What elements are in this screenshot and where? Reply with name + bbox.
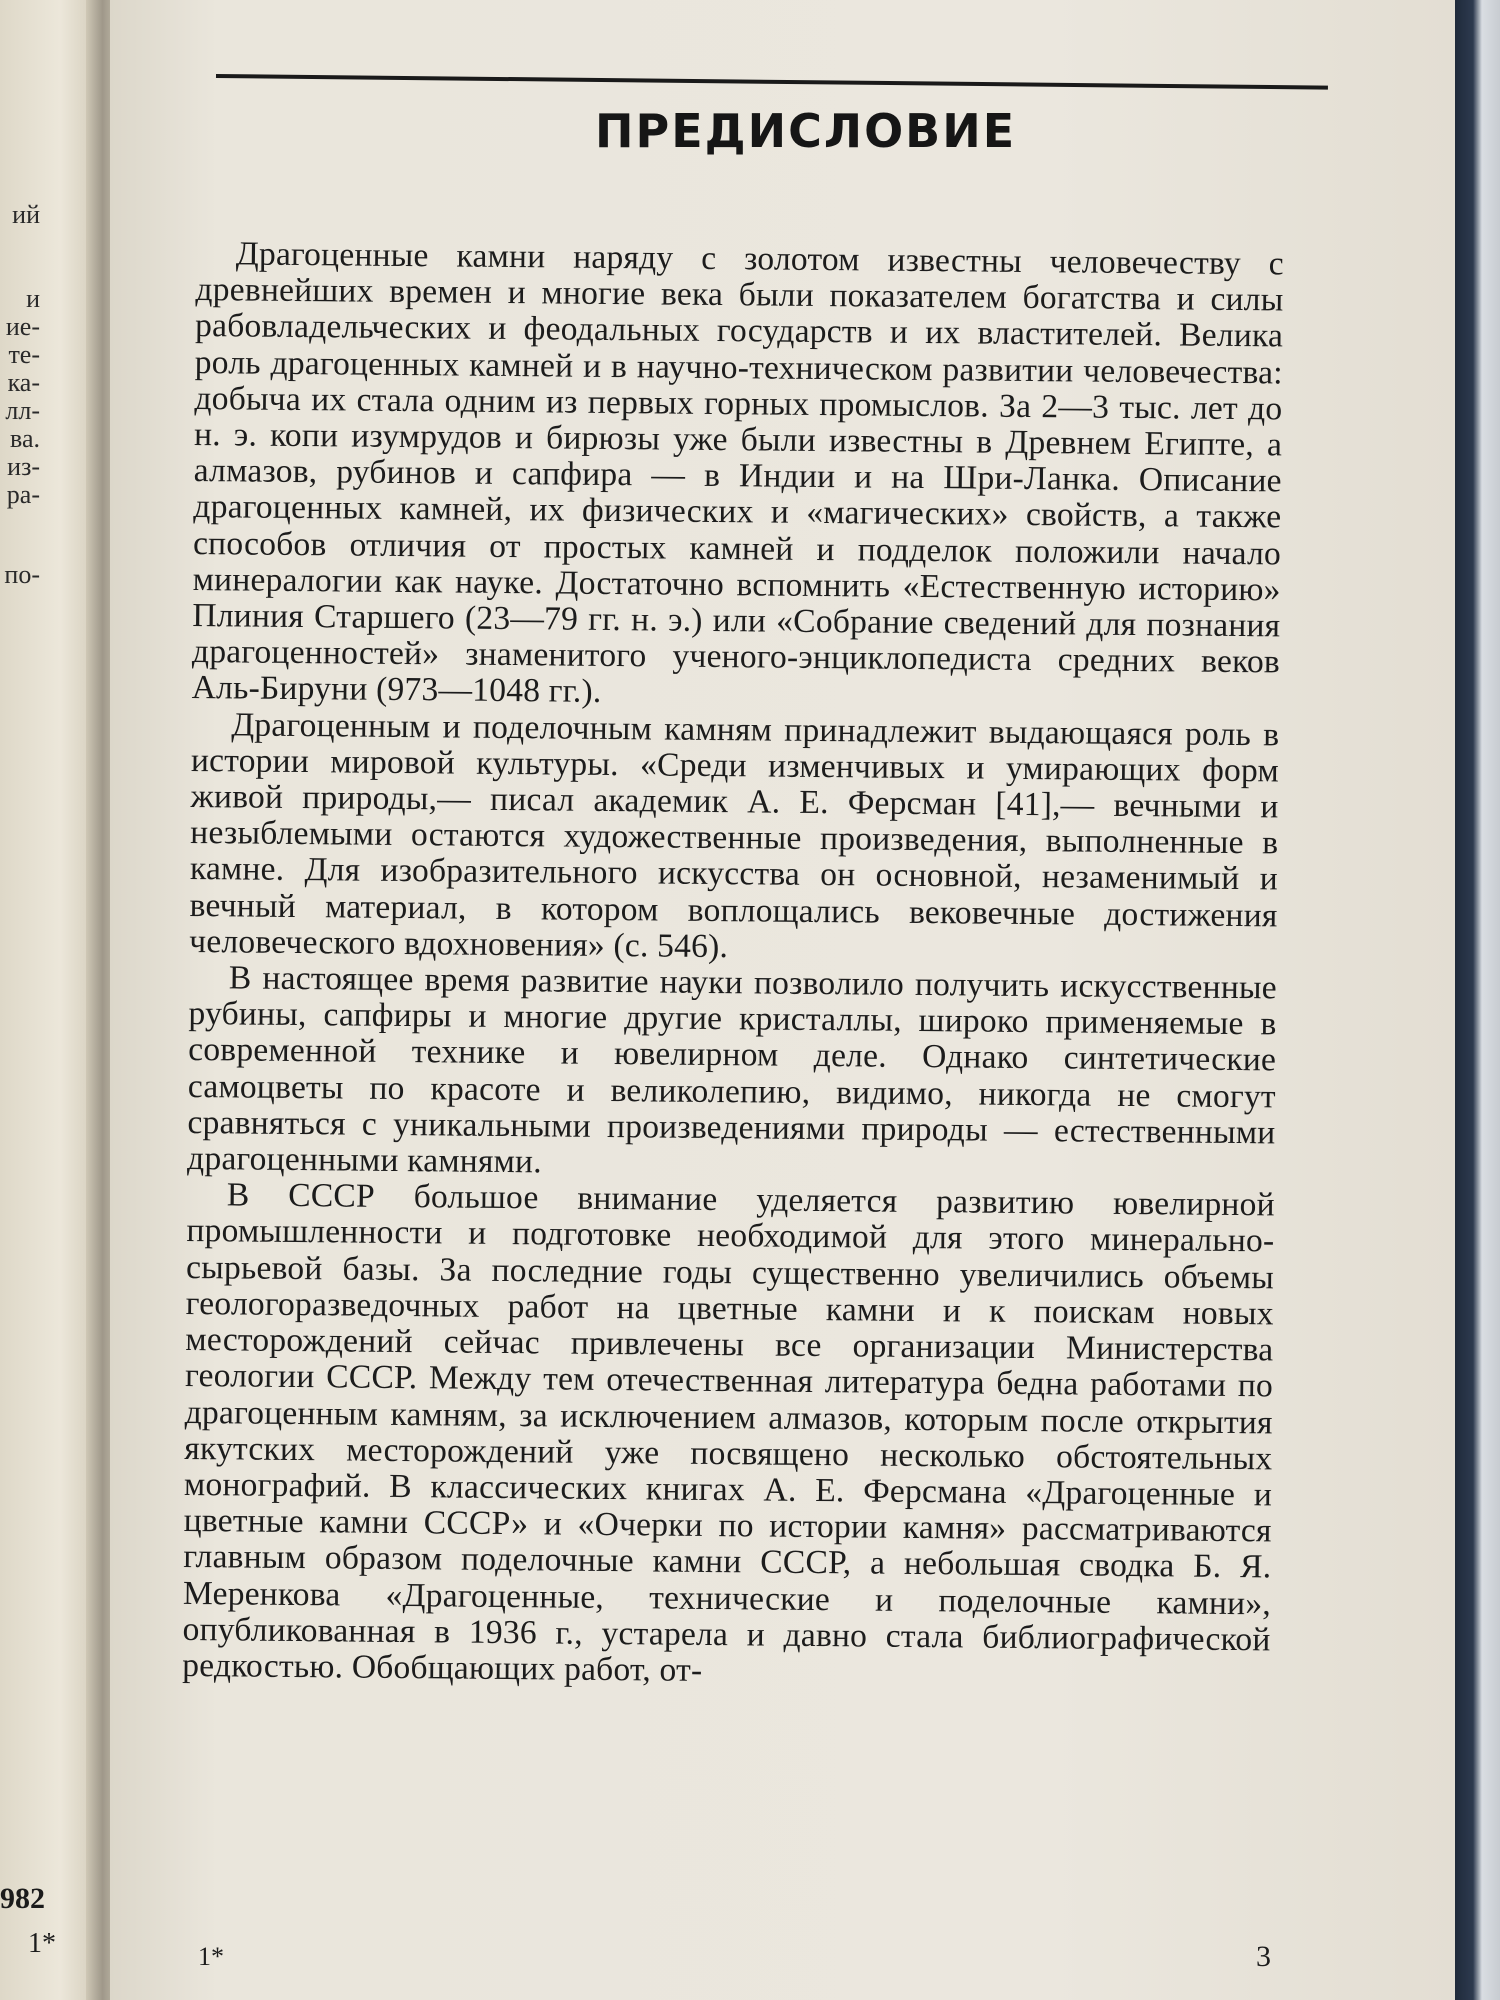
paragraph: Драгоценные камни наряду с золотом известны человечеству с древнейших времен и многие века были показателем богатства и силы рабовладельческих и феодальных государств и их властителей. Велика роль драгоценных камней и в научно-техническом развитии человечества: добыча их стала одним из первых горных промыслов. За 2—3 тыс. лет до н. э. копи изумрудов и бирюзы уже были известны в Древнем Египте, а алмазов, рубинов и сапфира — в Индии и на Шри-Ланка. Описание драгоценных камней, их физических и «магических» свойств, а также способов отличия от простых камней и подделок положили начало минералогии как науке. Достаточно вспомнить «Естественную историю» Плиния Старшего (23—79 гг. н. э.) или «Собрание сведений для познания драгоценностей» знаменитого ученого-энциклопедиста средних веков Аль-Бируни (973—1048 гг.).	[191, 235, 1284, 711]
paragraph: В СССР большое внимание уделяется развитию ювелирной промышленности и подготовке необходимой для этого минерально-сырьевой базы. За последние годы существенно увеличились объемы геологоразведочных работ на цветные камни и к поискам новых месторождений сейчас привлечены все организации Министерства геологии СССР. Между тем отечественная литература бедна работами по драгоценным камням, за исключением алмазов, которым после открытия якутских месторождений уже посвящено несколько обстоятельных монографий. В классических книгах А. Е. Ферсмана «Драгоценные и цветные камни СССР» и «Очерки по истории камня» рассматриваются главным образом поделочные камни СССР, а небольшая сводка Б. Я. Меренкова «Драгоценные, технические и поделочные камни», опубликованная в 1936 г., устарела и давно стала библиографической редкостью. Обобщающих работ, от-	[182, 1176, 1275, 1689]
left-page-fragment: по-	[4, 560, 40, 589]
paragraph: Драгоценным и поделочным камням принадлежит выдающаяся роль в истории мировой культуры. «Среди изменчивых и умирающих форм живой природы,— писал академик А. Е. Ферсман [41],— вечными и незыблемыми остаются художественные произведения, выполненные в камне. Для изобразительного искусства он основной, незаменимый и вечный материал, в котором воплощались вековечные достижения человеческого вдохновения» (с. 546).	[189, 706, 1280, 965]
left-page-signature: 1*	[28, 1928, 56, 1959]
left-page-fragment: ий	[12, 200, 40, 229]
left-page-fragment: из-	[7, 452, 40, 481]
left-page-fragment: те-	[8, 340, 40, 369]
left-page-edge	[0, 0, 100, 2000]
left-page-year: 982	[0, 1882, 45, 1915]
body-text	[182, 236, 1284, 1695]
printer-signature: 1*	[198, 1942, 224, 1971]
page-title: ПРЕДИСЛОВИЕ	[595, 104, 1017, 158]
left-page-fragment: ва.	[10, 424, 40, 453]
page-edge	[1455, 0, 1500, 2000]
left-page-fragment: лл-	[5, 396, 40, 425]
left-page-fragment: и	[26, 284, 40, 313]
left-page-fragment: ие-	[5, 312, 40, 341]
paragraph: В настоящее время развитие науки позволило получить искусственные рубины, сапфиры и многие другие кристаллы, широко применяемые в современной технике и ювелирном деле. Однако синтетические самоцветы по красоте и великолепию, видимо, никогда не смогут сравняться с уникальными произведениями природы — естественными драгоценными камнями.	[186, 959, 1278, 1181]
page-number: 3	[1256, 1940, 1271, 1973]
left-page-fragment: ра-	[6, 480, 40, 509]
left-page-fragment: ка-	[7, 368, 40, 397]
